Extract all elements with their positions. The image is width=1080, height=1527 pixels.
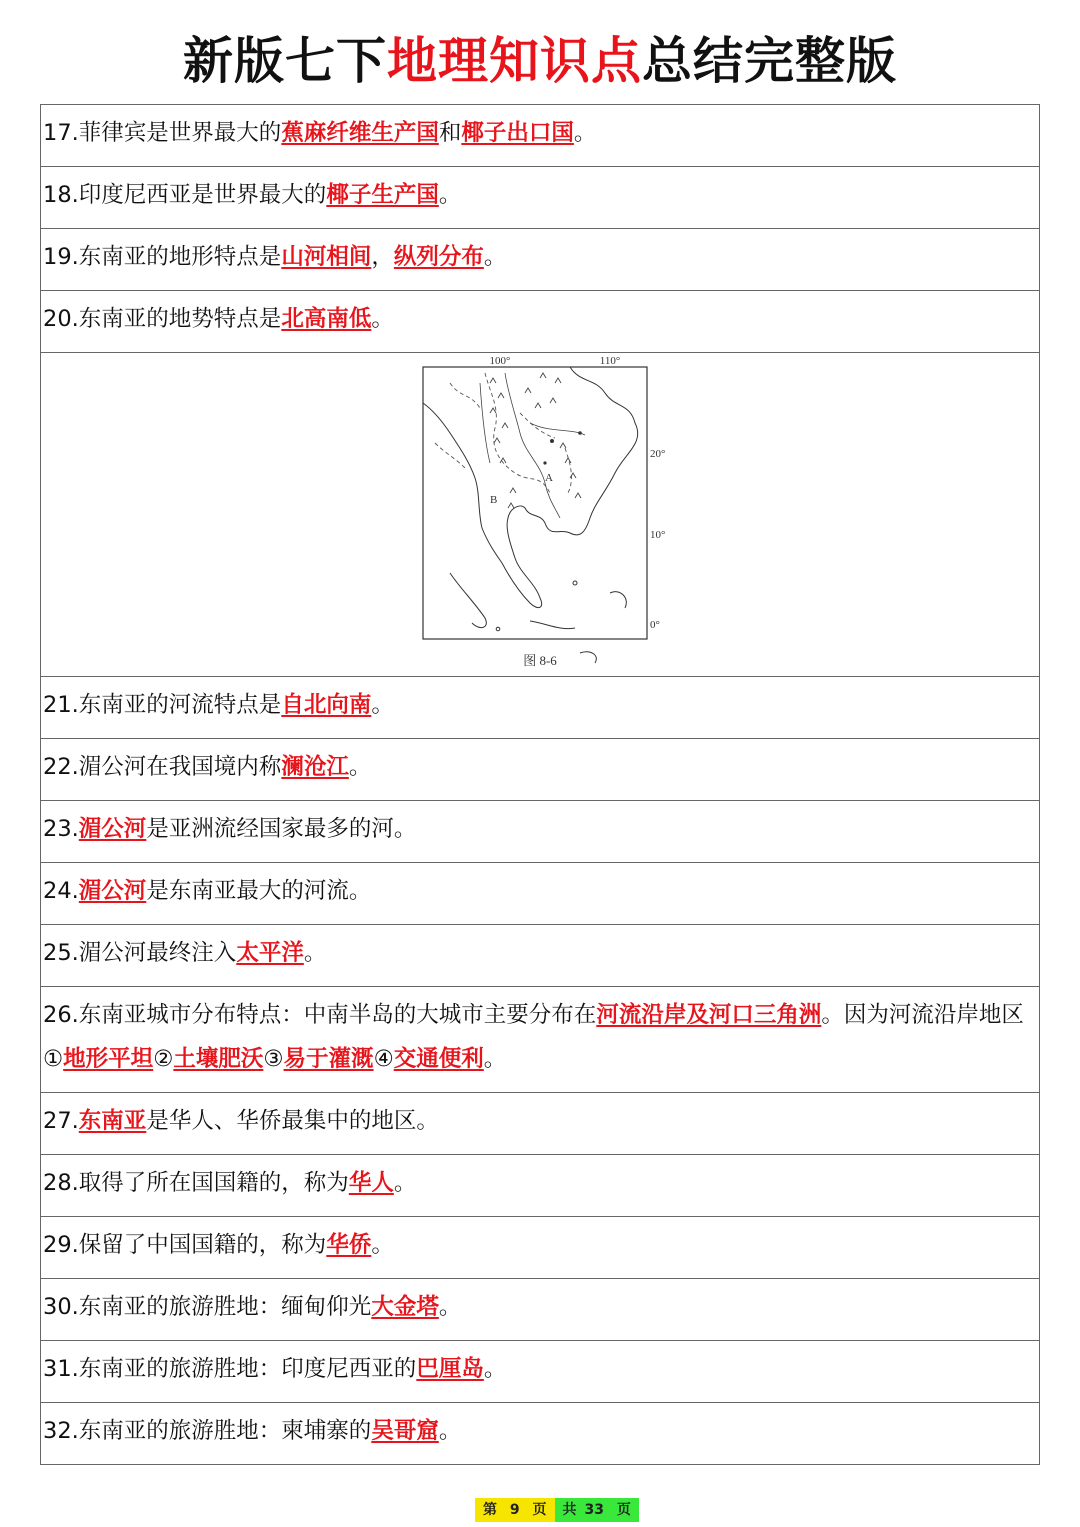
coastline <box>423 367 638 608</box>
page-title <box>0 24 1080 98</box>
table-row: 17.菲律宾是世界最大的蕉麻纤维生产国和椰子出口国。 <box>41 105 1040 167</box>
map-caption: 图 8-6 <box>523 653 557 668</box>
table-row: 31.东南亚的旅游胜地：印度尼西亚的巴厘岛。 <box>41 1341 1040 1403</box>
table-row: 19.东南亚的地形特点是山河相间，纵列分布。 <box>41 229 1040 291</box>
lat-label: 0° <box>650 619 660 631</box>
table-row: 29.保留了中国国籍的，称为华侨。 <box>41 1217 1040 1279</box>
lat-label: 20° <box>650 448 666 460</box>
table-row: 26.东南亚城市分布特点：中南半岛的大城市主要分布在河流沿岸及河口三角洲。因为河流沿岸地区①地形平坦②土壤肥沃③易于灌溉④交通便利。 <box>41 987 1040 1093</box>
title-part-3: 总结完整版 <box>642 32 897 90</box>
lon-label: 110° <box>599 355 621 367</box>
footer-page-label: 第 9 页 <box>475 1498 555 1522</box>
southeast-asia-map <box>390 353 690 675</box>
table-row: 32.东南亚的旅游胜地：柬埔寨的吴哥窟。 <box>41 1403 1040 1465</box>
table-row: 23.湄公河是亚洲流经国家最多的河。 <box>41 801 1040 863</box>
table-row: 24.湄公河是东南亚最大的河流。 <box>41 863 1040 925</box>
page-footer <box>475 1498 639 1522</box>
lon-label: 100° <box>489 355 511 367</box>
table-row: 27.东南亚是华人、华侨最集中的地区。 <box>41 1093 1040 1155</box>
mountain-symbols <box>490 373 581 508</box>
lat-label: 10° <box>650 529 666 541</box>
table-row: 28.取得了所在国国籍的，称为华人。 <box>41 1155 1040 1217</box>
table-row: 22.湄公河在我国境内称澜沧江。 <box>41 739 1040 801</box>
map-row <box>41 353 1040 677</box>
table-row: 21.东南亚的河流特点是自北向南。 <box>41 677 1040 739</box>
table-row: 20.东南亚的地势特点是北高南低。 <box>41 291 1040 353</box>
table-row: 25.湄公河最终注入太平洋。 <box>41 925 1040 987</box>
title-part-1: 新版七下 <box>183 32 387 90</box>
table-row: 30.东南亚的旅游胜地：缅甸仰光大金塔。 <box>41 1279 1040 1341</box>
point-label-a: A <box>545 472 553 484</box>
footer-total-label: 共 33 页 <box>555 1498 639 1522</box>
title-part-2: 地理知识点 <box>387 32 642 90</box>
notes-table <box>40 104 1040 1465</box>
island-coast <box>450 573 626 663</box>
point-label-b: B <box>490 494 498 506</box>
table-row: 18.印度尼西亚是世界最大的椰子生产国。 <box>41 167 1040 229</box>
